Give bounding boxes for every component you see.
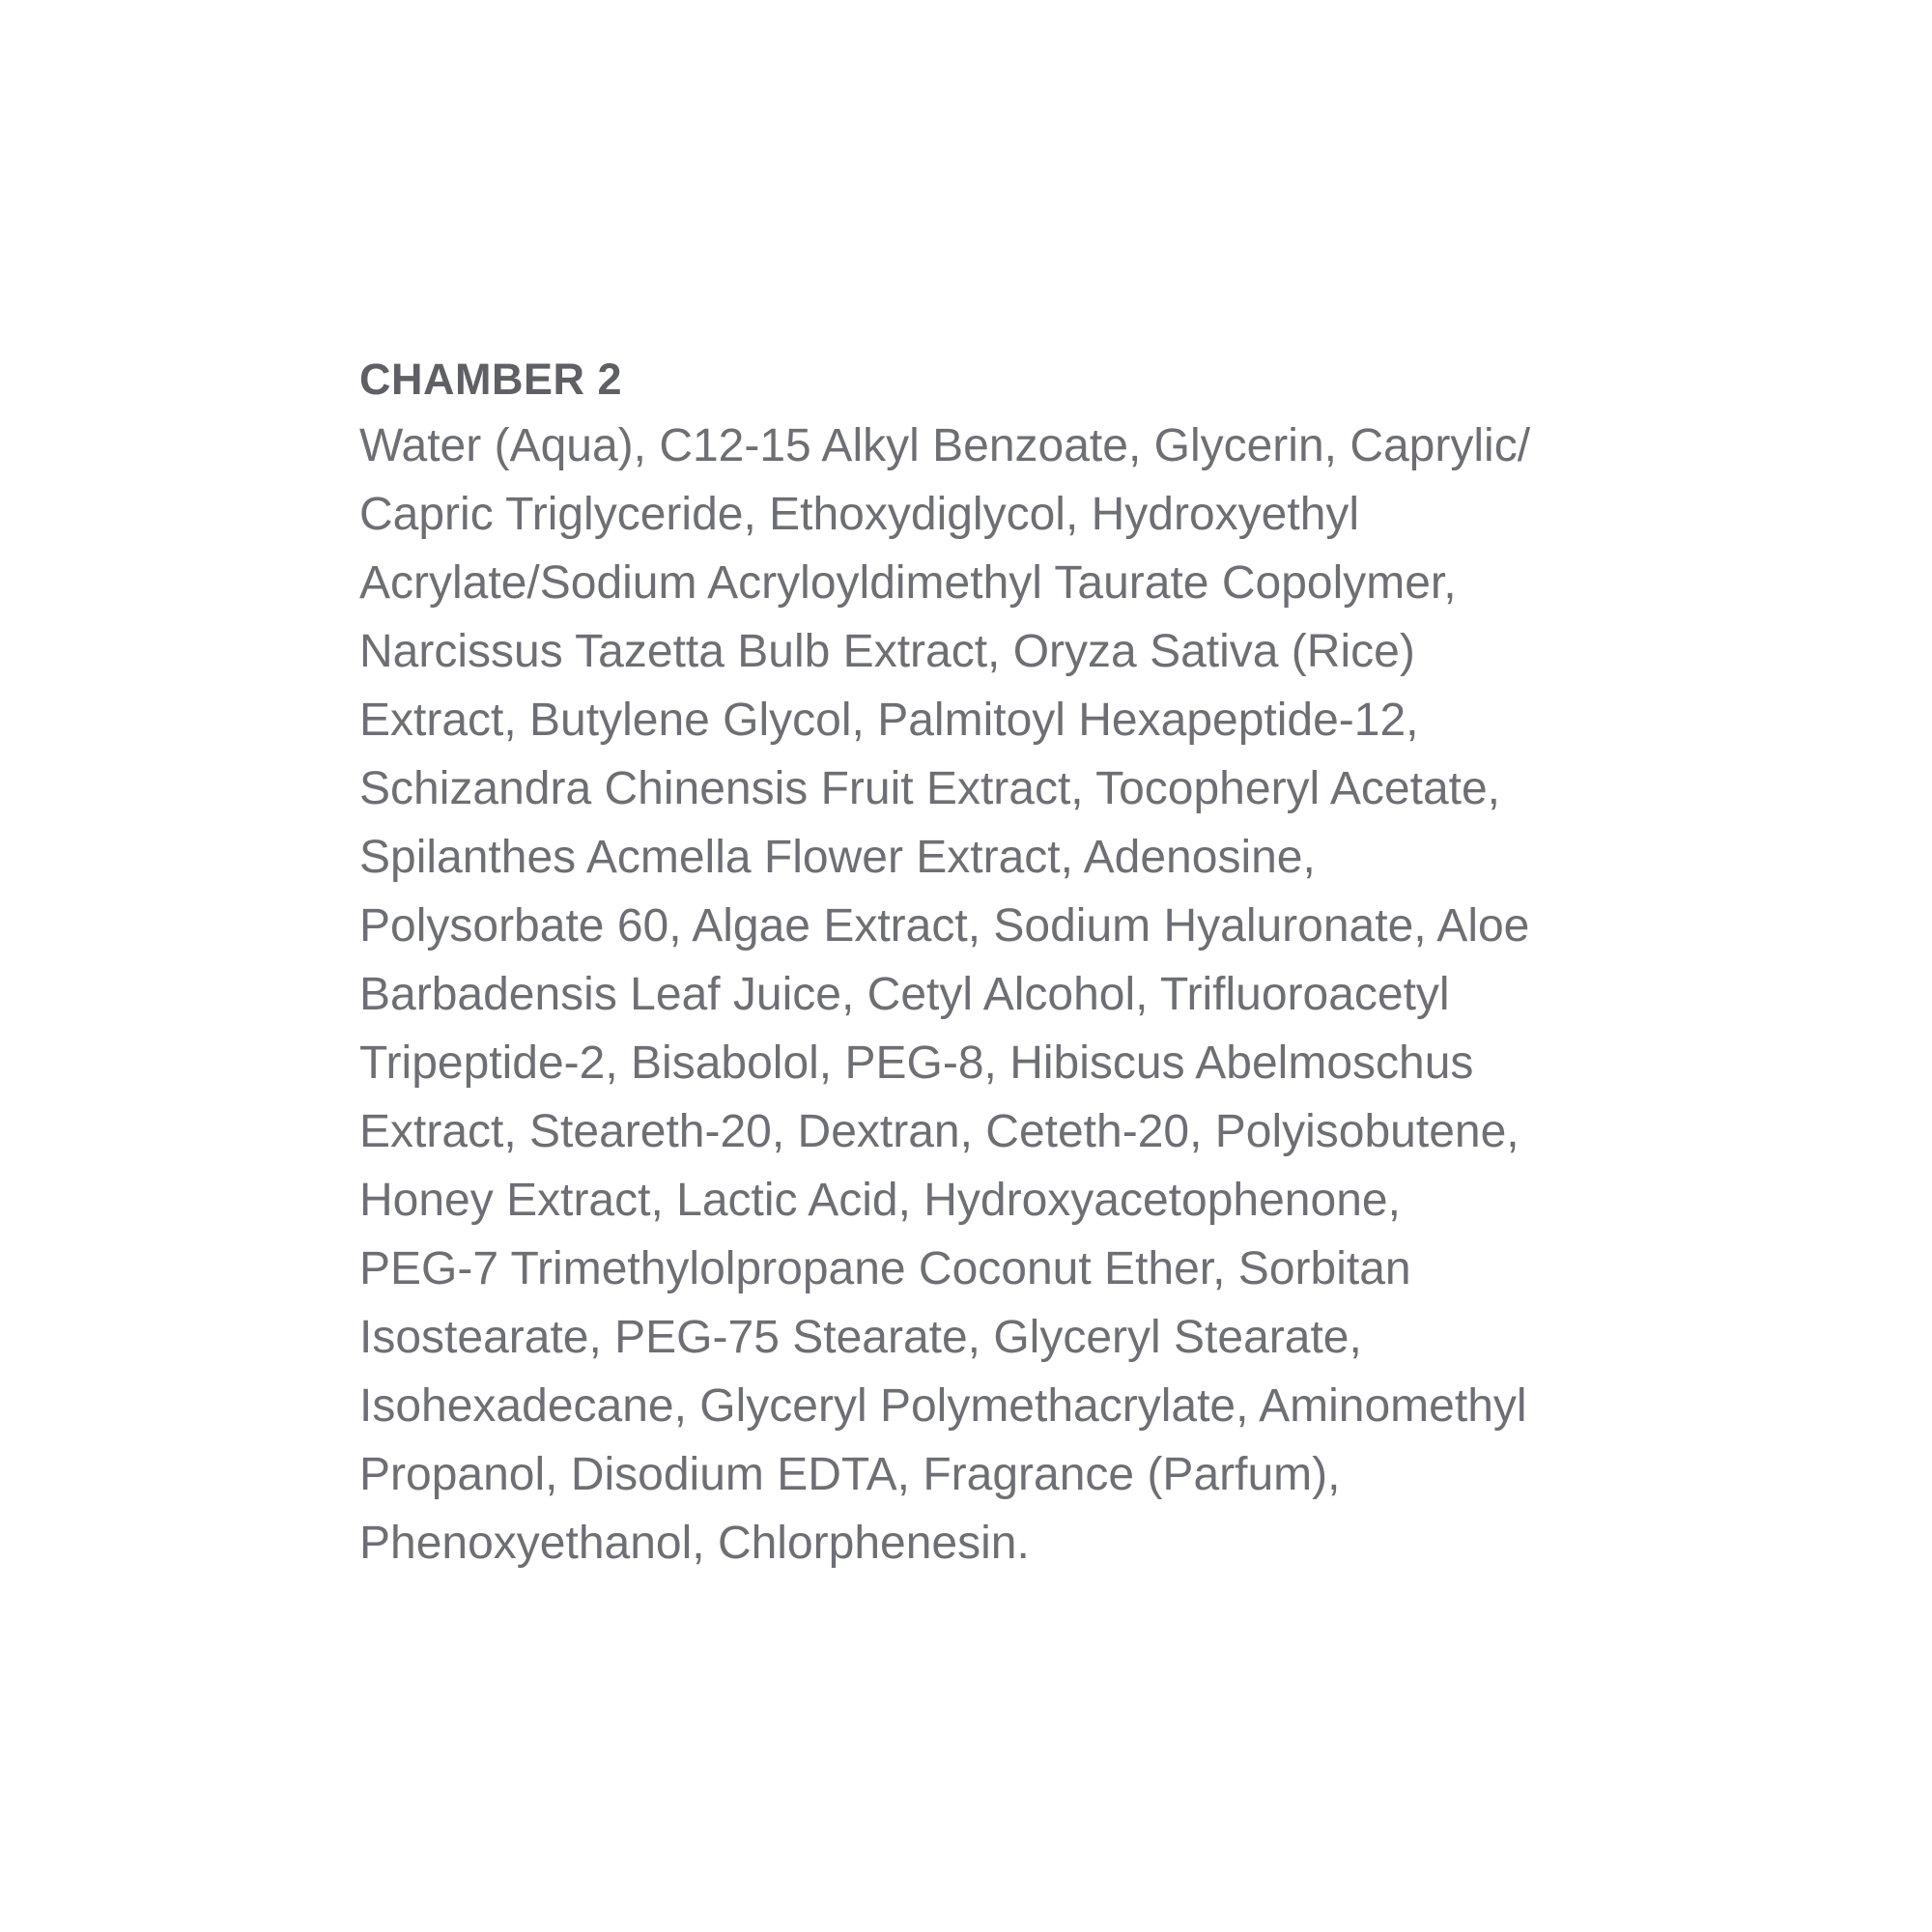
ingredients-section (359, 348, 1615, 1577)
ingredients-line: Narcissus Tazetta Bulb Extract, Oryza Sativa (Rice) (359, 626, 1415, 677)
ingredients-line: Spilanthes Acmella Flower Extract, Adenosine, (359, 832, 1316, 883)
ingredients-line: Honey Extract, Lactic Acid, Hydroxyacetophenone, (359, 1175, 1401, 1226)
ingredients-line: Propanol, Disodium EDTA, Fragrance (Parfum), (359, 1449, 1341, 1500)
ingredients-line: Water (Aqua), C12-15 Alkyl Benzoate, Glycerin, Caprylic/ (359, 420, 1531, 471)
ingredients-line: Capric Triglyceride, Ethoxydiglycol, Hydroxyethyl (359, 489, 1360, 540)
ingredients-line: Extract, Butylene Glycol, Palmitoyl Hexapeptide-12, (359, 695, 1419, 746)
ingredients-line: Isostearate, PEG-75 Stearate, Glyceryl Stearate, (359, 1312, 1362, 1363)
ingredients-line: Acrylate/Sodium Acryloyldimethyl Taurate Copolymer, (359, 557, 1457, 609)
ingredients-line: Extract, Steareth-20, Dextran, Ceteth-20, Polyisobutene, (359, 1106, 1520, 1157)
section-heading: CHAMBER 2 (359, 355, 623, 404)
ingredients-line: Schizandra Chinensis Fruit Extract, Tocopheryl Acetate, (359, 763, 1501, 814)
ingredients-line: Phenoxyethanol, Chlorphenesin. (359, 1518, 1030, 1569)
ingredients-list (359, 412, 1615, 1577)
ingredients-line: Isohexadecane, Glyceryl Polymethacrylate, Aminomethyl (359, 1380, 1527, 1432)
ingredients-line: Barbadensis Leaf Juice, Cetyl Alcohol, Trifluoroacetyl (359, 969, 1450, 1020)
ingredients-line: Polysorbate 60, Algae Extract, Sodium Hyaluronate, Aloe (359, 900, 1530, 952)
ingredients-line: PEG-7 Trimethylolpropane Coconut Ether, Sorbitan (359, 1243, 1411, 1294)
ingredients-line: Tripeptide-2, Bisabolol, PEG-8, Hibiscus Abelmoschus (359, 1037, 1474, 1089)
